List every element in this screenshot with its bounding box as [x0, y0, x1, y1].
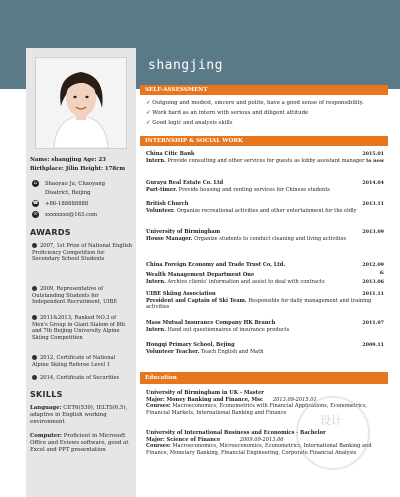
education-heading: Education [140, 372, 388, 384]
experience-item: Gurayu Real Estate Co. Ltd 2014.04 Part-timer. Provide housing and renting services for Chinese students [146, 180, 384, 193]
experience-item: British Church 2013.11 Volunteer. Organize recreational activities and other entertainment for the eldly [146, 201, 384, 214]
education-item: University of International Business and Economics - Bachelor Major: Science of Finance 2009.09-2013.06 Courses: Macroeconomics, Microeconomics, Econometrics, International Banking and Finance, Monetary Banking, Financial Engineering, Corporate Financial Analysis [146, 430, 372, 456]
watermark-logo-icon [296, 396, 370, 470]
award-item: 2009, Representative of Outstanding Students for Independent Recruitment, UIBE [32, 286, 118, 306]
candidate-name: shangjing [148, 58, 223, 73]
contact-phone: ☎ +86-188888888 [32, 201, 89, 207]
experience-item: China Citic Bank 2015.01 Intern. Provide consulting and other services for guests as lobby assistant manager to now [146, 151, 384, 164]
experience-item: Hongqi Primary School, Bejing 2009.11 Volunteer Teacher. Teach English and Math [146, 342, 384, 355]
experience-item: UIBE Skiing Association 2011.11 President and Captain of Ski Team. Responsible for daily management and training activities [146, 291, 384, 311]
assessment-item: ✓ Outgoing and modest, sincere and polite, have a good sense of responsibility. [146, 100, 364, 106]
education-item: University of Birmingham in UK - Master Major: Money Banking and Finance, Msc 2013.09-2015.01 Courses: Macroeconomics, Econometrics with Financial Applications, Econometrics, Financial Markets, International Banking and Finance [146, 390, 368, 416]
skills-computer: Computer: Proficient in Microsoft Office and Eviews software, good at Excel and PPT presentation [30, 433, 129, 453]
personal-line-2: Birthplace: Jilin Height: 178cm [30, 166, 126, 172]
email-icon: ✉ [33, 212, 38, 217]
award-item: 2012, Certificate of National Alpine Skiing Referee Level 1 [32, 355, 116, 368]
experience-item: Wealth Management Department One Intern. Archive clients' information and assist to deal with contracts 2013.06 [146, 272, 384, 285]
award-item: 2014, Certificate of Securities [32, 375, 132, 382]
contact-address: ⌂ Shaoyao Ju, Chaoyang [33, 181, 106, 187]
self-assessment-heading: SELF-ASSESSMENT [140, 85, 388, 95]
bullet-icon [32, 375, 37, 380]
assessment-item: ✓ Good logic and analysis skills [146, 120, 233, 126]
contact-address-2: Disatrict, Beijing [45, 190, 91, 196]
award-item: 2011&2013, Ranked NO.3 of Men's Group in Giant Slalom of 8th and 7th Beijing University Alpine Skiing Competition [32, 315, 126, 341]
bullet-icon [32, 286, 37, 291]
bullet-icon [32, 355, 37, 360]
skills-heading: SKILLS [30, 390, 63, 399]
awards-heading: AWARDS [30, 228, 71, 237]
award-item: 2007, 1st Prize of National English Proficiency Competition for Secondary School Students [32, 243, 132, 263]
assessment-item: ✓ Work hard as an intern with serious and diligent attitude [146, 110, 309, 116]
phone-icon: ☎ [32, 201, 39, 206]
profile-photo [35, 57, 127, 149]
personal-line-1: Name: shangjing Age: 23 [30, 157, 106, 163]
bullet-icon [32, 315, 37, 320]
experience-item: Mass Mutual Insurance Company HK Branch 2011.07 Intern. Hand out questionnaires of insurance products [146, 320, 384, 333]
bullet-icon [32, 243, 37, 248]
internship-heading: INTERNSHIP & SOCIAL WORK [140, 136, 388, 146]
contact-email: ✉ xxxxxxxx@163.com [33, 212, 98, 218]
experience-item: University of Birmingham 2013.09 House Manager. Organize students to conduct cleaning and living activities [146, 229, 384, 242]
skills-language: Language: CET6(539), IELTS(6.5), adaptive in English working environment [30, 405, 128, 425]
location-icon: ⌂ [33, 181, 38, 186]
watermark-text: 设计 [320, 414, 342, 427]
experience-item: China Foreign Economy and Trade Trust Co, Ltd. 2012.09 & [146, 262, 384, 276]
